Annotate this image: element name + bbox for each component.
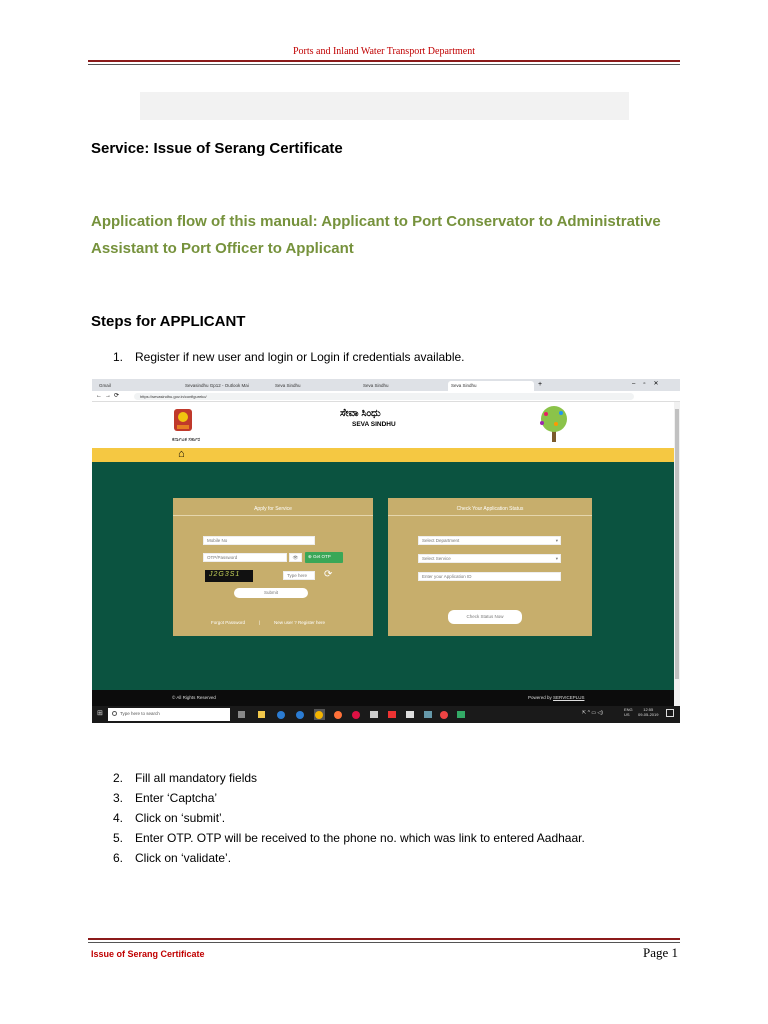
steps-list-1: [91, 347, 465, 367]
check-status-button[interactable]: Check Status Now: [448, 610, 522, 624]
link-separator: |: [259, 620, 261, 625]
yellow-nav-bar: [92, 448, 674, 462]
karnataka-emblem-icon: [170, 405, 196, 437]
submit-button[interactable]: Submit: [234, 588, 308, 598]
taskbar-search[interactable]: Type here to search: [108, 708, 230, 721]
status-title: Check Your Application Status: [456, 506, 524, 512]
address-bar: [92, 391, 680, 402]
panel-divider: [173, 515, 373, 516]
powered-by: Powered by SERVICEPLUS: [528, 695, 585, 700]
clock[interactable]: 12:55 09-05-2019: [638, 707, 659, 717]
site-banner: [92, 402, 674, 448]
apply-title: Apply for Service: [254, 506, 292, 512]
footer-rule: [88, 938, 680, 940]
blank-box: [140, 92, 629, 120]
service-title: Service: Issue of Serang Certificate: [91, 140, 343, 157]
footer-title: Issue of Serang Certificate: [91, 949, 205, 959]
tab-outlook[interactable]: Sevasindhu Gp12 - Outlook Mai: [185, 383, 249, 388]
page-number: Page 1: [642, 945, 678, 960]
browser-tabs: [92, 379, 680, 391]
home-icon[interactable]: ⌂: [178, 448, 185, 460]
apply-panel: [173, 498, 373, 636]
embedded-screenshot: [92, 379, 680, 723]
department-select[interactable]: Select Department ▾: [418, 536, 561, 545]
logo-kannada: ಸೇವಾ ಸಿಂಧು: [340, 408, 381, 419]
rights-text: © All Rights Reserved: [172, 695, 216, 700]
captcha-input[interactable]: Type here: [283, 571, 315, 580]
url-field[interactable]: https://sevasindhu.gov.in/configureko/: [134, 393, 634, 400]
header-rule-thin: [88, 64, 680, 65]
register-link[interactable]: New user ? Register here: [274, 620, 326, 625]
application-id-input[interactable]: Enter your Application ID: [418, 572, 561, 581]
tab-seva-active[interactable]: Seva Sindhu: [448, 381, 534, 391]
refresh-icon[interactable]: ⟳: [324, 569, 333, 580]
tray-icons[interactable]: ⇱ ^ ▭ ◁): [582, 710, 603, 716]
logo-english: SEVA SINDHU: [352, 421, 396, 428]
forgot-password-link[interactable]: Forgot Password: [211, 620, 246, 625]
notifications-icon[interactable]: [666, 709, 674, 717]
list-item: 2. Fill all mandatory fields: [113, 771, 258, 785]
panel-divider: [388, 515, 592, 516]
seva-sindhu-tree-icon: [528, 404, 580, 446]
window-controls-icon[interactable]: –▫✕: [632, 381, 667, 387]
list-item: 1. Register if new user and login or Login if credentials available.: [113, 350, 465, 364]
steps-list-2: [91, 768, 585, 868]
search-icon: [112, 711, 117, 716]
captcha-image: J2G3S1: [205, 570, 253, 582]
karnataka-text: ಕರ್ನಾಟಕ ಸರ್ಕಾರ: [172, 437, 201, 443]
status-panel: [388, 498, 592, 636]
page-header: Ports and Inland Water Transport Department: [292, 46, 476, 57]
chevron-down-icon: ▾: [555, 538, 558, 543]
scrollbar-thumb[interactable]: [675, 409, 679, 679]
service-select[interactable]: Select Service ▾: [418, 554, 561, 563]
steps-heading: Steps for APPLICANT: [91, 313, 246, 330]
site-footer: [92, 690, 674, 706]
list-item: 5. Enter OTP. OTP will be received to the phone no. which was link to entered Aadhaar.: [113, 831, 585, 845]
chevron-down-icon: ▾: [555, 556, 558, 561]
language-indicator[interactable]: ENG US: [624, 707, 633, 717]
flow-text: Application flow of this manual: Applicant to Port Conservator to Administrative Assistant to Port Officer to Applicant: [91, 213, 661, 257]
list-item: 4. Click on ‘submit’.: [113, 811, 226, 825]
otp-input[interactable]: OTP/Password: [203, 553, 287, 562]
tab-gmail[interactable]: Gmail: [99, 383, 111, 388]
tab-seva-2[interactable]: Seva Sindhu: [363, 383, 389, 388]
new-tab-icon[interactable]: +: [538, 381, 543, 388]
mobile-input[interactable]: Mobile No: [203, 536, 315, 545]
list-item: 3. Enter ‘Captcha’: [113, 791, 218, 805]
nav-arrows-icon[interactable]: ←→⟳: [96, 393, 123, 399]
windows-taskbar: [92, 706, 680, 723]
taskbar-apps-icon[interactable]: [238, 709, 468, 720]
get-otp-button[interactable]: ⊕ Get OTP: [305, 552, 343, 563]
windows-icon[interactable]: ⊞: [97, 710, 103, 717]
list-item: 6. Click on ‘validate’.: [113, 851, 232, 865]
tab-seva-1[interactable]: Seva Sindhu: [275, 383, 301, 388]
footer-rule-thin: [88, 942, 680, 943]
header-rule: [88, 60, 680, 62]
eye-icon[interactable]: 👁: [289, 553, 302, 562]
